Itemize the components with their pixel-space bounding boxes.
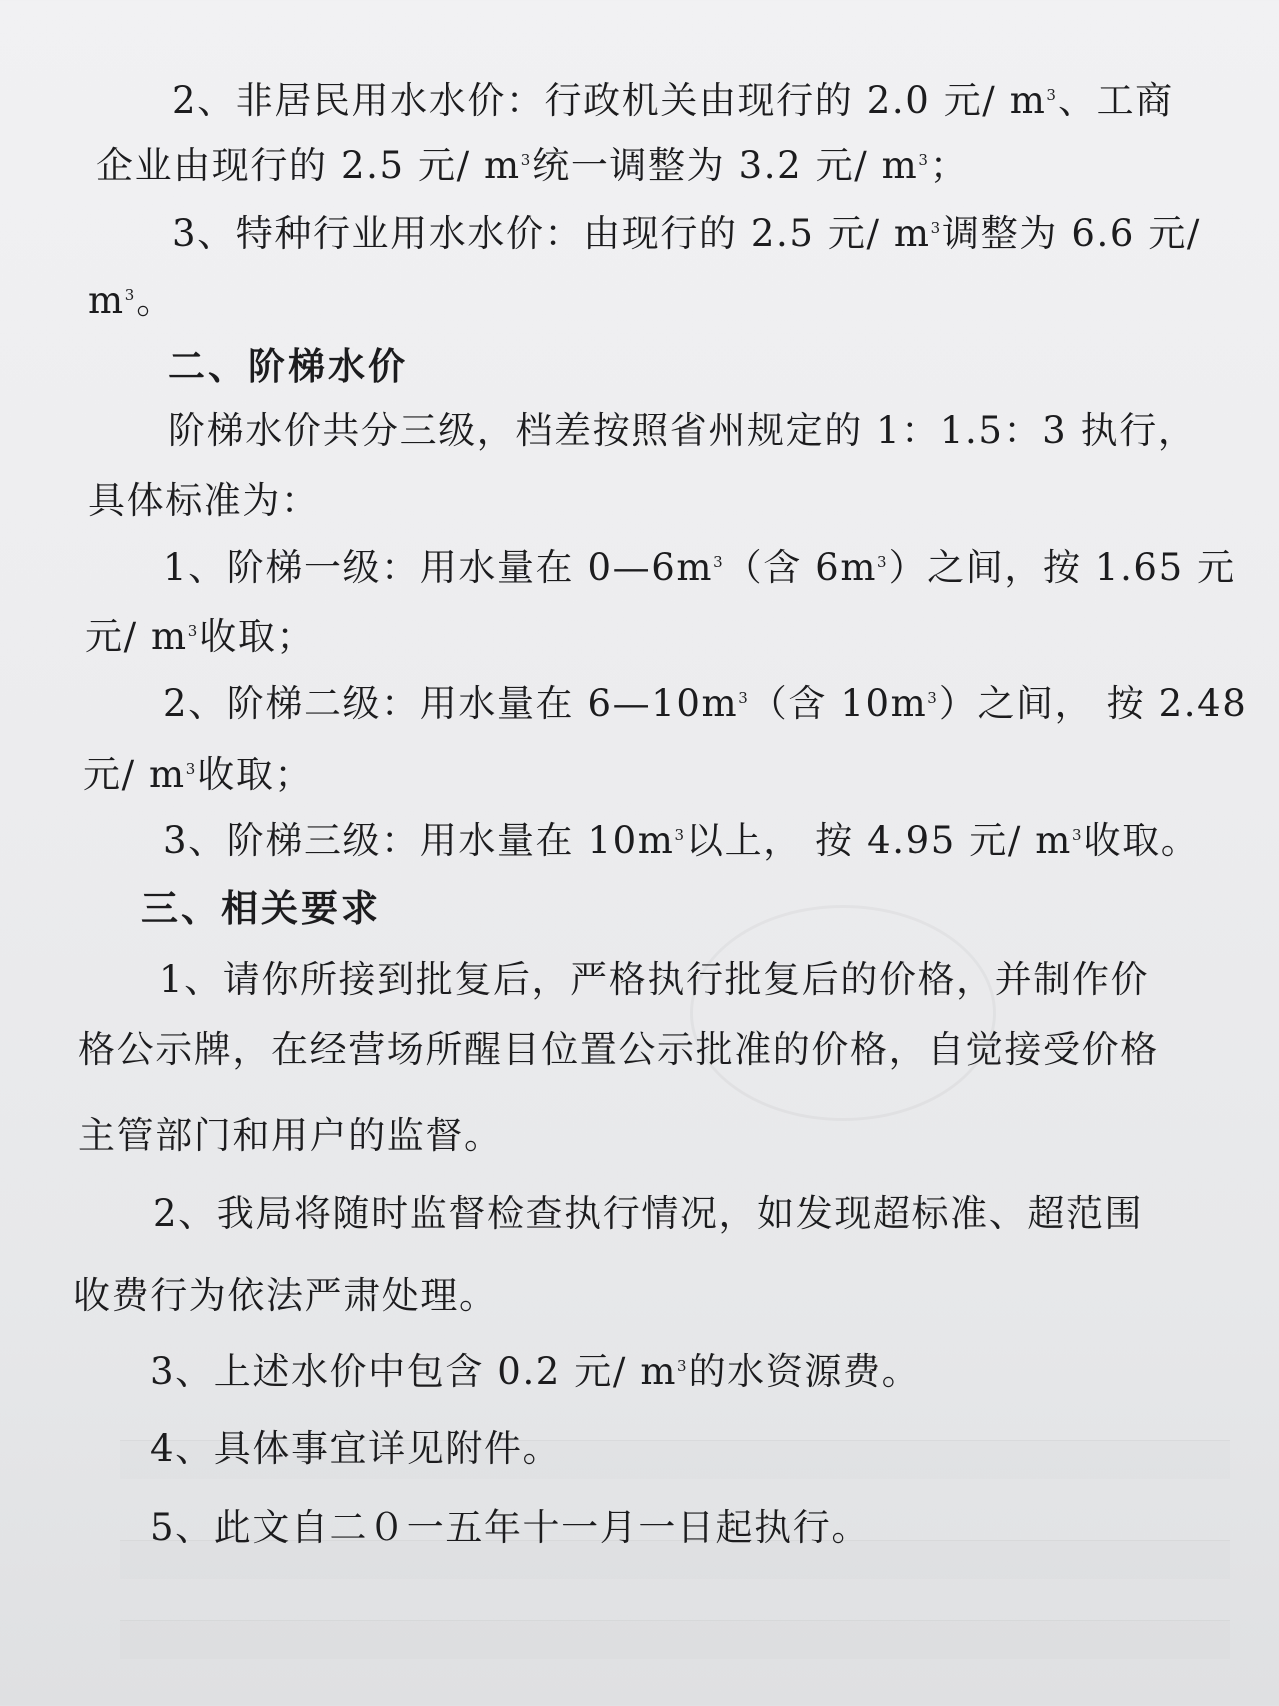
faded-stamp-outline — [690, 905, 996, 1121]
paragraph-line: 具体标准为： — [88, 479, 320, 522]
paragraph-line: 2、阶梯二级：用水量在 $6—10m^3$（含 $10m^3$）之间， 按 2.48 — [163, 682, 1248, 725]
paragraph-line: $m^3$。 — [88, 279, 175, 322]
paragraph-line: 3、特种行业用水水价：由现行的 2.5 元/ $m^3$调整为 6.6 元/ — [172, 212, 1202, 255]
paragraph-line: 3、上述水价中包含 0.2 元/ $m^3$的水资源费。 — [150, 1350, 921, 1393]
paragraph-line: 元/ $m^3$收取； — [83, 753, 314, 796]
paragraph-line: 1、阶梯一级：用水量在 $0—6m^3$（含 $6m^3$）之间，按 1.65 元 — [163, 546, 1236, 589]
section-heading-requirements: 三、相关要求 — [141, 886, 381, 930]
paragraph-line: 2、我局将随时监督检查执行情况，如发现超标准、超范围 — [153, 1192, 1144, 1235]
paragraph-line: 格公示牌，在经营场所醒目位置公示批准的价格，自觉接受价格 — [78, 1028, 1159, 1071]
paragraph-line: 收费行为依法严肃处理。 — [73, 1274, 498, 1317]
paragraph-line: 4、具体事宜详见附件。 — [150, 1427, 562, 1470]
paragraph-line: 企业由现行的 2.5 元/ $m^3$统一调整为 3.2 元/ $m^3$； — [96, 144, 969, 187]
show-through-line — [120, 1620, 1230, 1659]
paragraph-line: 阶梯水价共分三级，档差按照省州规定的 1：1.5：3 执行， — [168, 409, 1197, 452]
paragraph-line: 元/ $m^3$收取； — [85, 615, 316, 658]
paragraph-line: 1、请你所接到批复后，严格执行批复后的价格，并制作价 — [159, 958, 1150, 1001]
paragraph-line: 主管部门和用户的监督。 — [78, 1114, 503, 1157]
section-heading-tiered-pricing: 二、阶梯水价 — [168, 344, 408, 388]
paragraph-line: 2、非居民用水水价：行政机关由现行的 2.0 元/ $m^3$、工商 — [172, 79, 1174, 122]
paragraph-line: 5、此文自二０一五年十一月一日起执行。 — [150, 1506, 870, 1549]
paragraph-line: 3、阶梯三级：用水量在 $10m^3$以上， 按 4.95 元/ $m^3$收取。 — [163, 819, 1200, 862]
